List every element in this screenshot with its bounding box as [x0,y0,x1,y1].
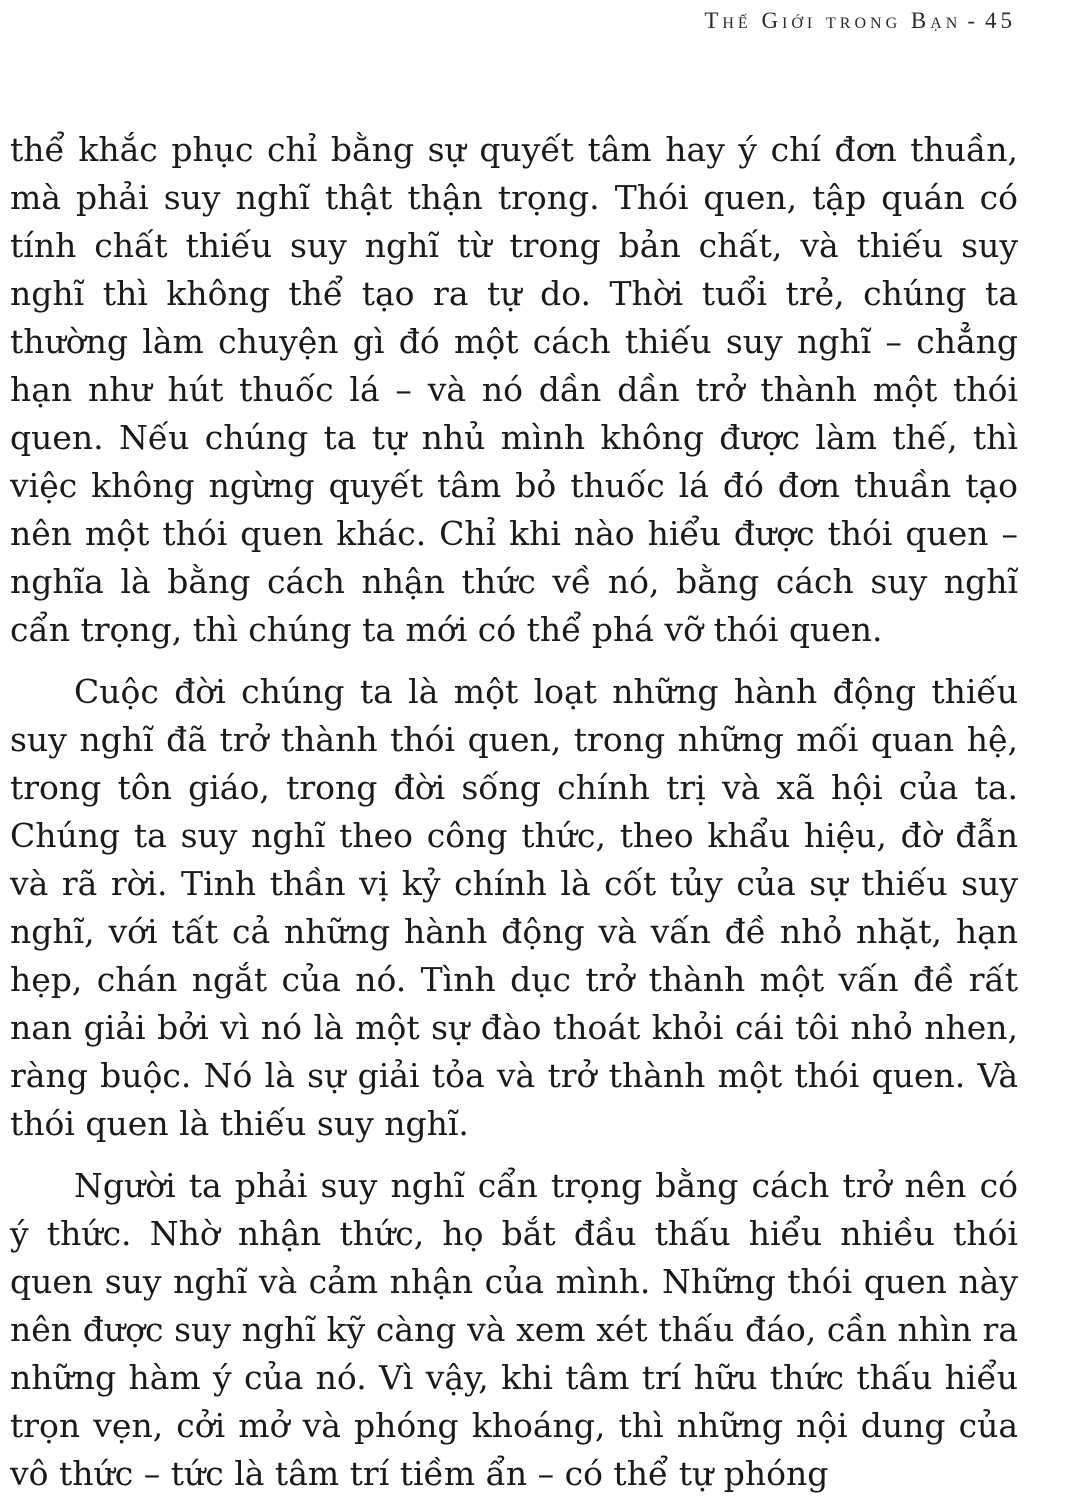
paragraph: Cuộc đời chúng ta là một loạt những hành động thiếu suy nghĩ đã trở thành thói quen, trong những mối quan hệ, trong tôn giáo, trong đời sống chính trị và xã hội của ta. Chúng ta suy nghĩ theo công thức, theo khẩu hiệu, đờ đẫn và rã rời. Tinh thần vị kỷ chính là cốt tủy của sự thiếu suy nghĩ, với tất cả những hành động và vấn đề nhỏ nhặt, hạn hẹp, chán ngắt của nó. Tình dục trở thành một vấn đề rất nan giải bởi vì nó là một sự đào thoát khỏi cái tôi nhỏ nhen, ràng buộc. Nó là sự giải tỏa và trở thành một thói quen. Và thói quen là thiếu suy nghĩ. [10,672,1018,1143]
page-number: 45 [985,8,1016,33]
running-header [704,8,1016,34]
running-header-separator: - [967,8,979,33]
running-header-title: Thế Giới trong Bạn [704,8,962,33]
page-body [10,126,1018,1498]
paragraph: Người ta phải suy nghĩ cẩn trọng bằng cách trở nên có ý thức. Nhờ nhận thức, họ bắt đầu thấu hiểu nhiều thói quen suy nghĩ và cảm nhận của mình. Những thói quen này nên được suy nghĩ kỹ càng và xem xét thấu đáo, cần nhìn ra những hàm ý của nó. Vì vậy, khi tâm trí hữu thức thấu hiểu trọn vẹn, cởi mở và phóng khoáng, thì những nội dung của vô thức – tức là tâm trí tiềm ẩn – có thể tự phóng [10,1166,1018,1493]
paragraph-continued: thể khắc phục chỉ bằng sự quyết tâm hay ý chí đơn thuần, mà phải suy nghĩ thật thận trọng. Thói quen, tập quán có tính chất thiếu suy nghĩ từ trong bản chất, và thiếu suy nghĩ thì không thể tạo ra tự do. Thời tuổi trẻ, chúng ta thường làm chuyện gì đó một cách thiếu suy nghĩ – chẳng hạn như hút thuốc lá – và nó dần dần trở thành một thói quen. Nếu chúng ta tự nhủ mình không được làm thế, thì việc không ngừng quyết tâm bỏ thuốc lá đó đơn thuần tạo nên một thói quen khác. Chỉ khi nào hiểu được thói quen – nghĩa là bằng cách nhận thức về nó, bằng cách suy nghĩ cẩn trọng, thì chúng ta mới có thể phá vỡ thói quen. [10,130,1018,649]
